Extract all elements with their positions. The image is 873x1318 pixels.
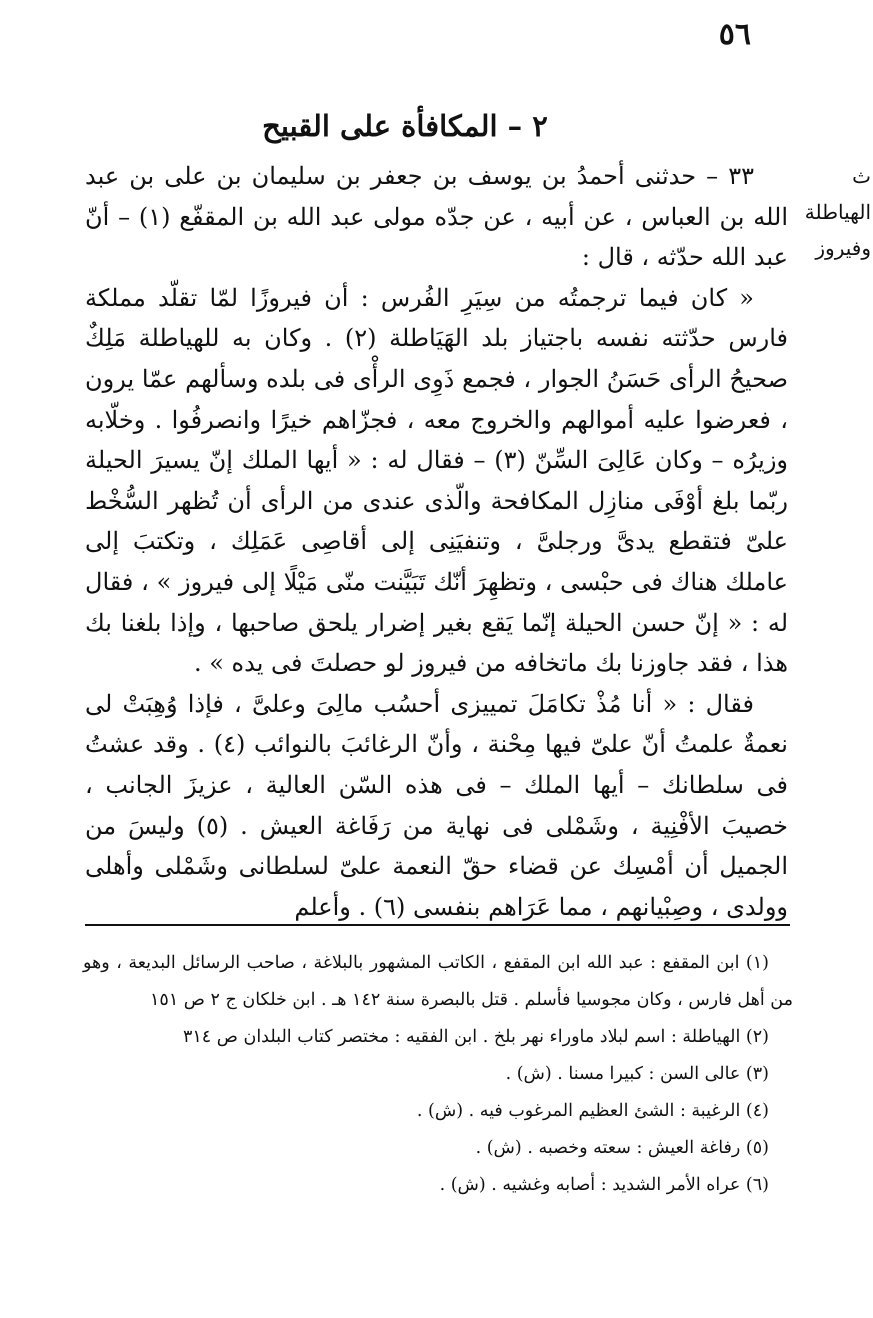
paragraph: « كان فيما ترجمتُه من سِيَرِ الفُرس : أن فيروزًا لمّا تقلّد مملكة فارس حدّثته نفسه باجتياز بلد الهَيَاطلة (٢) . وكان به للهياطلة مَلِكٌ صحيحُ الرأى حَسَنُ الجوار ، فجمع ذَوِى الرأْى فى بلده وسألهم عمّا يرون ، فعرضوا عليه أموالهم والخروج معه ، فجزّاهم خيرًا وانصرفُوا . وخلّابه وزيرُه – وكان عَالِىَ السِّنّ (٣) – فقال له : « أيها الملك إنّ يسيرَ الحيلة ربّما بلغ أوْفَى منازِل المكافحة والّذى عندى من الرأى أن تُظهر السُّخْط علىّ فتقطع يدىَّ ورجلىَّ ، وتنفيَنِى إلى أقاصِى عَمَلِك ، وتكتبَ إلى عاملك هناك فى حبْسى ، وتظهِرَ أنّك تَبَيَّنت منّى مَيْلًا إلى فيروز » ، فقال له : « إنّ حسن الحيلة إنّما يَقع بغير إضرار يلحق صاحبها ، وإذا بلغنا بك هذا ، فقد جاوزنا بك ماتخافه من فيروز لو حصلتَ فى يده » . [85,283,789,678]
paragraph: ٣٣ – حدثنى أحمدُ بن يوسف بن جعفر بن سليمان بن على بن عبد الله بن العباس ، عن أبيه ، عن جدّه مولى عبد الله بن المقفّع (١) – أنّ عبد الله حدّثه ، قال : [85,162,788,272]
paragraph: فقال : « أنا مُذْ تكامَلَ تمييزى أحسُب مالِىَ وعلىَّ ، فإذا وُهِبَتْ لى نعمةٌ علمتُ أنّ علىّ فيها مِحْنة ، وأنّ الرغائبَ بالنوائب (٤) . وقد عشتُ فى سلطانك – أيها الملك – فى هذه السّن العالية ، عزيزَ الجانب ، خصيبَ الأفْنِية ، وشَمْلى فى نهاية من رَفَاغة العيش . (٥) وليسَ من الجميل أن أمْسِك عن قضاء حقّ النعمة علىّ لسلطانى وشَمْلى وأهلى وولدى ، وصِبْيانهم ، مما عَرَاهم بنفسى (٦) . وأعلم [85,689,788,921]
margin-note-line: ث الهياطلة [804,164,871,224]
footnote: (٥) رفاغة العيش : سعته وخصبه . (ش) . [475,1138,769,1158]
chapter-title: ٢ – المكافأة على القبيح [262,109,548,143]
footnote: (٣) عالى السن : كبيرا مسنا . (ش) . [505,1064,769,1084]
margin-note-line: وفيروز [815,236,871,260]
footnote: (٢) الهياطلة : اسم لبلاد ماوراء نهر بلخ . ابن الفقيه : مختصر كتاب البلدان ص ٣١٤ [182,1027,769,1047]
footnote-divider [85,924,790,926]
footnote: (١) ابن المقفع : عبد الله ابن المقفع ، الكاتب المشهور بالبلاغة ، صاحب الرسائل البديعة ، وهو من أهل فارس ، وكان مجوسيا فأسلم . قتل بالبصرة سنة ١٤٢ هـ . ابن خلكان ج ٢ ص ١٥١ [83,953,793,1010]
footnote: (٤) الرغيبة : الشئ العظيم المرغوب فيه . (ش) . [416,1101,769,1121]
page-number: ٥٦ [718,17,751,52]
margin-note [793,158,871,266]
footnote: (٦) عراه الأمر الشديد : أصابه وغشيه . (ش) . [439,1175,769,1195]
footnotes [83,945,793,1204]
main-text [85,156,788,927]
